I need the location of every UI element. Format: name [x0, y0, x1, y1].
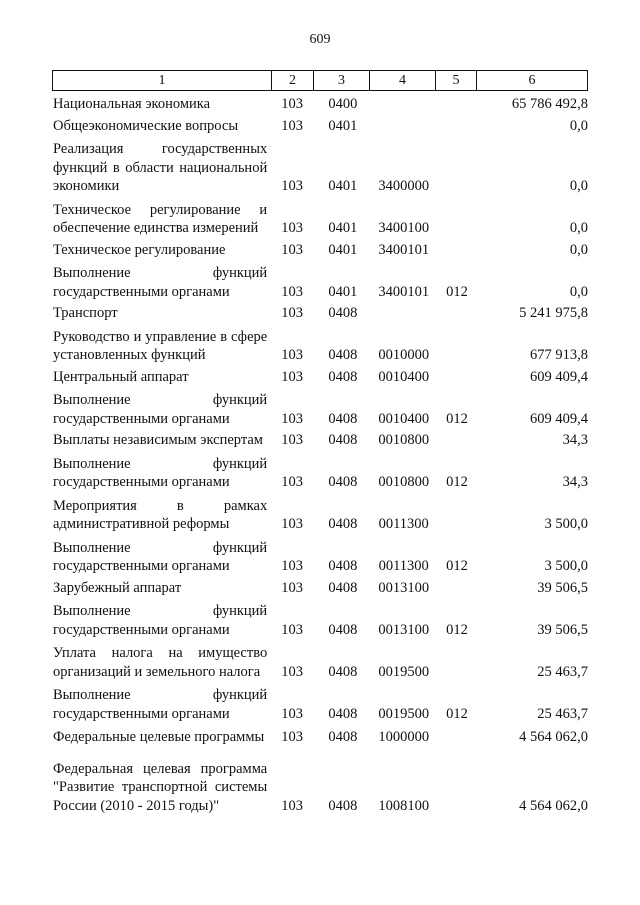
row-name: Реализация государственных функций в области национальной экономики [53, 141, 268, 194]
row-section: 0401 [328, 117, 358, 134]
row-csr: 0010400 [378, 368, 430, 385]
table-row [53, 304, 588, 323]
row-amount: 34,3 [562, 474, 588, 490]
header-col-6: 6 [528, 73, 536, 88]
row-csr: 3400000 [378, 178, 430, 194]
row-code: 103 [281, 220, 303, 236]
row-vr: 012 [446, 474, 468, 490]
table-row [53, 95, 588, 114]
row-name: Мероприятия в рамках административной реформы [53, 497, 268, 532]
row-section: 0408 [328, 705, 358, 722]
table-row [53, 140, 588, 196]
table-row [53, 264, 588, 301]
row-section: 0408 [328, 432, 358, 448]
row-name: Выплаты независимым экспертам [53, 432, 263, 448]
row-amount: 25 463,7 [537, 663, 588, 680]
row-name: Федеральная целевая программа "Развитие транспортной системы России (2010 - 2015 годы)" [53, 760, 268, 814]
row-csr: 3400100 [378, 220, 430, 236]
row-section: 0408 [328, 797, 358, 814]
row-section: 0408 [328, 410, 358, 427]
row-section: 0401 [328, 283, 358, 300]
row-code: 103 [281, 705, 303, 722]
row-name: Техническое регулирование [53, 241, 226, 258]
row-name: Выполнение функций государственными органами [53, 265, 268, 300]
row-code: 103 [281, 663, 303, 680]
row-amount: 25 463,7 [537, 705, 588, 722]
header-col-4: 4 [370, 71, 436, 90]
row-section: 0408 [328, 305, 358, 321]
row-name: Транспорт [53, 305, 118, 321]
row-name: Федеральные целевые программы [53, 729, 265, 745]
row-code: 103 [281, 432, 303, 448]
row-amount: 677 913,8 [530, 347, 588, 363]
row-name: Выполнение функций государственными органами [53, 539, 268, 574]
row-vr: 012 [446, 410, 468, 427]
row-section: 0408 [328, 729, 358, 745]
row-csr: 0013100 [378, 579, 430, 596]
row-amount: 0,0 [569, 220, 588, 236]
row-code: 103 [281, 96, 303, 112]
row-amount: 5 241 975,8 [519, 305, 588, 321]
row-amount: 609 409,4 [530, 410, 588, 427]
row-code: 103 [281, 621, 303, 638]
row-code: 103 [281, 305, 303, 321]
row-name: Руководство и управление в сфере установленных функций [53, 328, 268, 363]
row-name: Выполнение функций государственными органами [53, 455, 268, 490]
row-csr: 0010000 [378, 347, 430, 363]
table-body [53, 95, 588, 815]
header-col-5: 5 [436, 71, 477, 90]
row-name: Выполнение функций государственными органами [53, 392, 268, 427]
row-amount: 34,3 [562, 432, 588, 448]
row-code: 103 [281, 117, 303, 134]
row-name: Выполнение функций государственными органами [53, 687, 268, 722]
row-section: 0408 [328, 368, 358, 385]
row-section: 0408 [328, 621, 358, 638]
row-vr: 012 [446, 558, 468, 574]
row-code: 103 [281, 410, 303, 427]
header-col-2: 2 [272, 71, 314, 90]
row-amount: 0,0 [569, 241, 588, 258]
row-csr: 1008100 [378, 797, 430, 814]
row-section: 0408 [328, 474, 358, 490]
table-row [53, 201, 588, 238]
row-amount: 65 786 492,8 [511, 96, 588, 112]
row-name: Зарубежный аппарат [53, 579, 182, 596]
table-row [53, 539, 588, 576]
row-section: 0401 [328, 220, 358, 236]
row-code: 103 [281, 283, 303, 300]
row-name: Выполнение функций государственными органами [53, 603, 268, 638]
row-csr: 0010400 [378, 410, 430, 427]
row-name: Национальная экономика [53, 96, 211, 112]
header-col-3: 3 [314, 71, 370, 90]
table-row [53, 455, 588, 492]
row-csr: 0013100 [378, 621, 430, 638]
row-code: 103 [281, 558, 303, 574]
row-code: 103 [281, 241, 303, 258]
row-amount: 4 564 062,0 [519, 729, 588, 745]
table-row [53, 686, 588, 723]
row-amount: 0,0 [569, 178, 588, 194]
table-row [53, 431, 588, 450]
row-csr: 0010800 [378, 474, 430, 490]
table-row [53, 391, 588, 428]
table-row [53, 368, 588, 387]
row-section: 0408 [328, 663, 358, 680]
table-row [53, 497, 588, 534]
table-row [53, 644, 588, 681]
row-csr: 0011300 [378, 516, 429, 532]
table-row [53, 760, 588, 816]
row-code: 103 [281, 797, 303, 814]
row-amount: 0,0 [569, 117, 588, 134]
row-vr: 012 [446, 621, 468, 638]
table-row [53, 328, 588, 365]
row-code: 103 [281, 178, 303, 194]
page-number: 609 [309, 32, 331, 47]
row-code: 103 [281, 368, 303, 385]
row-section: 0401 [328, 241, 358, 258]
row-csr: 3400101 [378, 241, 430, 258]
row-code: 103 [281, 347, 303, 363]
row-amount: 3 500,0 [544, 516, 588, 532]
row-code: 103 [281, 729, 303, 745]
row-csr: 3400101 [378, 283, 430, 300]
row-name: Техническое регулирование и обеспечение единства измерений [53, 201, 268, 236]
row-code: 103 [281, 579, 303, 596]
row-amount: 39 506,5 [537, 621, 588, 638]
row-code: 103 [281, 516, 303, 532]
table-row [53, 579, 588, 598]
row-amount: 4 564 062,0 [519, 797, 588, 814]
row-amount: 0,0 [569, 283, 588, 300]
table-row [53, 602, 588, 639]
row-csr: 0019500 [378, 705, 430, 722]
row-section: 0408 [328, 558, 358, 574]
header-col-1: 1 [53, 71, 272, 90]
table-row [53, 241, 588, 260]
row-amount: 609 409,4 [530, 368, 588, 385]
row-amount: 39 506,5 [537, 579, 588, 596]
table-row [53, 728, 588, 747]
row-name: Общеэкономические вопросы [53, 117, 239, 134]
row-section: 0408 [328, 516, 358, 532]
row-csr: 0010800 [378, 432, 430, 448]
row-csr: 1000000 [378, 729, 430, 745]
row-code: 103 [281, 474, 303, 490]
row-amount: 3 500,0 [544, 558, 588, 574]
row-section: 0400 [328, 96, 358, 112]
row-vr: 012 [446, 283, 468, 300]
row-section: 0408 [328, 579, 358, 596]
row-csr: 0019500 [378, 663, 430, 680]
row-section: 0408 [328, 347, 358, 363]
table-row [53, 117, 588, 136]
table-header [52, 70, 588, 91]
row-name: Центральный аппарат [53, 368, 189, 385]
row-vr: 012 [446, 705, 468, 722]
row-name: Уплата налога на имущество организаций и земельного налога [53, 645, 268, 680]
row-csr: 0011300 [378, 558, 429, 574]
row-section: 0401 [328, 178, 358, 194]
